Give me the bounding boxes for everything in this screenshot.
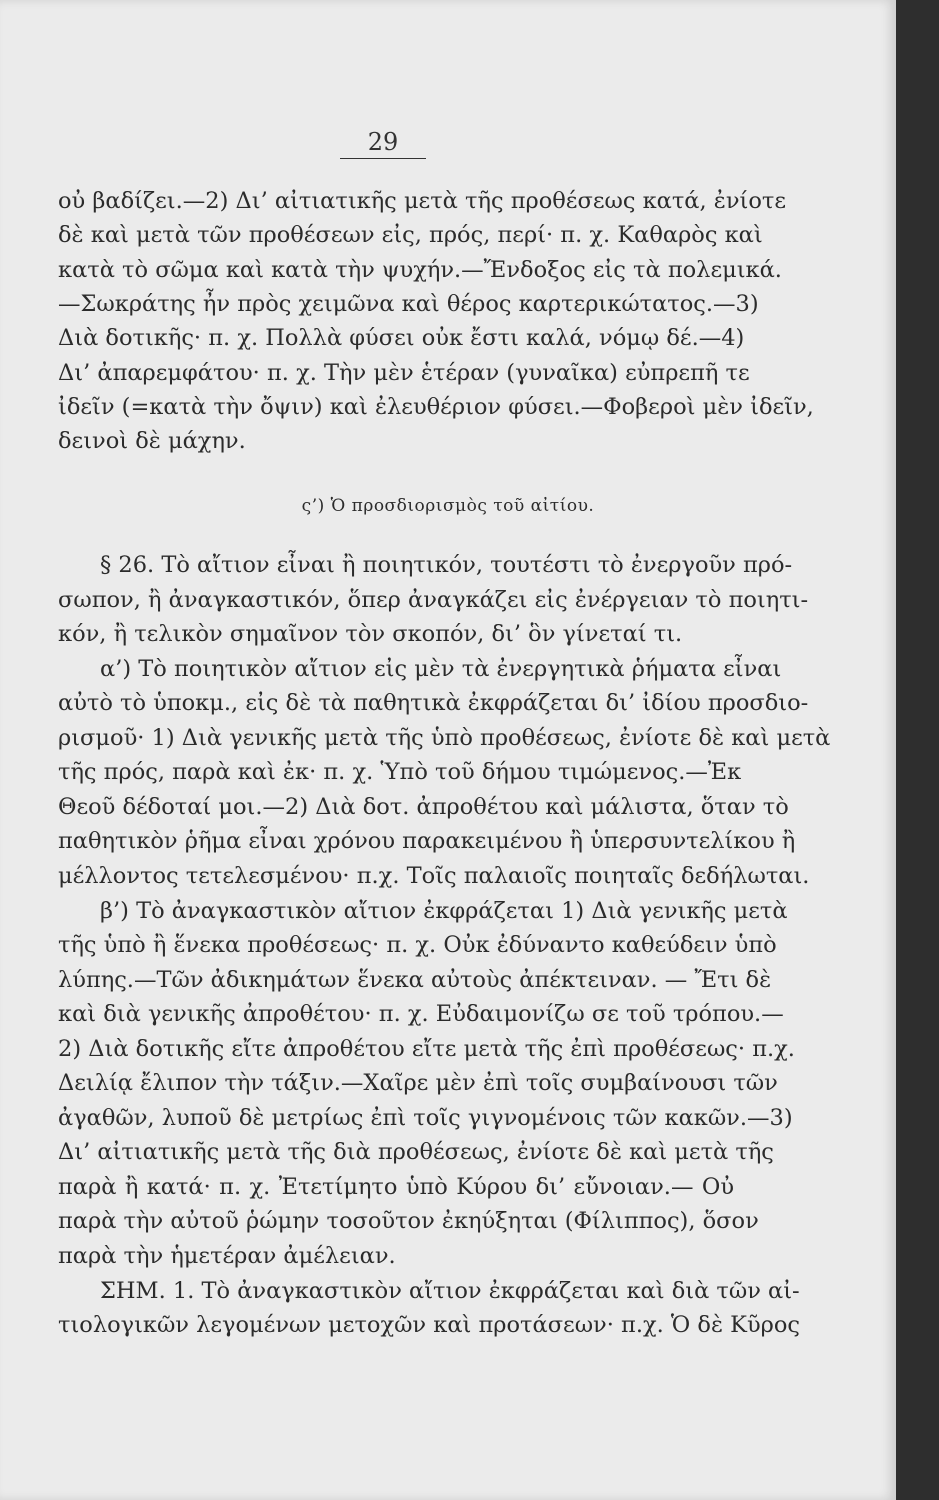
text-line: α’) Τὸ ποιητικὸν αἴτιον εἰς μὲν τὰ ἐνεργητικὰ ῥήματα εἶναι bbox=[100, 655, 782, 682]
text-line: παρὰ ἢ κατά· π. χ. Ἐτετίμητο ὑπὸ Κύρου δι’ εὔνοιαν.— Οὐ bbox=[58, 1173, 734, 1200]
text-line: Διὰ δοτικῆς· π. χ. Πολλὰ φύσει οὐκ ἔστι καλά, νόμῳ δέ.—4) bbox=[58, 325, 745, 352]
text-line: τῆς ὑπὸ ἢ ἕνεκα προθέσεως· π. χ. Οὐκ ἐδύναντο καθεύδειν ὑπὸ bbox=[58, 932, 777, 959]
text-line: παρὰ τὴν ἡμετέραν ἀμέλειαν. bbox=[58, 1243, 396, 1269]
section-heading: ς’) Ὁ προσδιορισμὸς τοῦ αἰτίου. bbox=[301, 496, 595, 516]
text-line: οὐ βαδίζει.—2) Δι’ αἰτιατικῆς μετὰ τῆς προθέσεως κατά, ἐνίοτε bbox=[58, 188, 786, 214]
text-line: παθητικὸν ῥῆμα εἶναι χρόνου παρακειμένου ἢ ὑπερσυντελίκου ἢ bbox=[58, 828, 796, 855]
text-line: καὶ διὰ γενικῆς ἀπροθέτου· π. χ. Εὐδαιμονίζω σε τοῦ τρόπου.— bbox=[58, 1001, 784, 1028]
text-line: 2) Διὰ δοτικῆς εἴτε ἀπροθέτου εἴτε μετὰ τῆς ἐπὶ προθέσεως· π.χ. bbox=[58, 1035, 795, 1062]
text-line: Δειλίᾳ ἔλιπον τὴν τάξιν.—Χαῖρε μὲν ἐπὶ τοῖς συμβαίνουσι τῶν bbox=[58, 1070, 778, 1097]
text-line: —Σωκράτης ἦν πρὸς χειμῶνα καὶ θέρος καρτερικώτατος.—3) bbox=[58, 290, 759, 317]
text-line: Δι’ ἀπαρεμφάτου· π. χ. Τὴν μὲν ἑτέραν (γυναῖκα) εὐπρεπῆ τε bbox=[58, 359, 750, 386]
text-line: ΣΗΜ. 1. Τὸ ἀναγκαστικὸν αἴτιον ἐκφράζεται καὶ διὰ τῶν αἰ- bbox=[100, 1277, 800, 1304]
text-line: Θεοῦ δέδοταί μοι.—2) Διὰ δοτ. ἀπροθέτου καὶ μάλιστα, ὅταν τὸ bbox=[58, 793, 789, 820]
text-line: λύπης.—Τῶν ἀδικημάτων ἕνεκα αὐτοὺς ἀπέκτειναν. — Ἔτι δὲ bbox=[58, 966, 772, 993]
text-line: κατὰ τὸ σῶμα καὶ κατὰ τὴν ψυχήν.—Ἔνδοξος εἰς τὰ πολεμικά. bbox=[58, 256, 782, 283]
page-number: 29 bbox=[340, 128, 426, 159]
text-line: ἰδεῖν (=κατὰ τὴν ὄψιν) καὶ ἐλευθέριον φύσει.—Φοβεροὶ μὲν ἰδεῖν, bbox=[58, 393, 814, 420]
text-line: τῆς πρός, παρὰ καὶ ἐκ· π. χ. Ὑπὸ τοῦ δήμου τιμώμενος.—Ἐκ bbox=[58, 759, 742, 786]
text-line: αὐτὸ τὸ ὑποκμ., εἰς δὲ τὰ παθητικὰ ἐκφράζεται δι’ ἰδίου προσδιο- bbox=[58, 690, 809, 717]
text-line: β’) Τὸ ἀναγκαστικὸν αἴτιον ἐκφράζεται 1) Διὰ γενικῆς μετὰ bbox=[100, 897, 788, 924]
text-line: § 26. Τὸ αἴτιον εἶναι ἢ ποιητικόν, τουτέστι τὸ ἐνεργοῦν πρό- bbox=[100, 552, 793, 578]
text-line: παρὰ τὴν αὐτοῦ ῥώμην τοσοῦτον ἐκηύξηται (Φίλιππος), ὅσον bbox=[58, 1208, 759, 1235]
text-line: σωπον, ἢ ἀναγκαστικόν, ὅπερ ἀναγκάζει εἰς ἐνέργειαν τὸ ποιητι- bbox=[58, 586, 809, 613]
text-line: κόν, ἢ τελικὸν σημαῖνον τὸν σκοπόν, δι’ ὃν γίνεταί τι. bbox=[58, 621, 683, 648]
text-line: τιολογικῶν λεγομένων μετοχῶν καὶ προτάσεων· π.χ. Ὁ δὲ Κῦρος bbox=[58, 1312, 801, 1339]
text-line: μέλλοντος τετελεσμένου· π.χ. Τοῖς παλαιοῖς ποιηταῖς δεδήλωται. bbox=[58, 862, 810, 889]
text-line: δὲ καὶ μετὰ τῶν προθέσεων εἰς, πρός, περί· π. χ. Καθαρὸς καὶ bbox=[58, 222, 763, 249]
text-line: δεινοὶ δὲ μάχην. bbox=[58, 428, 246, 455]
text-line: ρισμοῦ· 1) Διὰ γενικῆς μετὰ τῆς ὑπὸ προθέσεως, ἐνίοτε δὲ καὶ μετὰ bbox=[58, 724, 831, 751]
text-line: ἀγαθῶν, λυποῦ δὲ μετρίως ἐπὶ τοῖς γιγνομένοις τῶν κακῶν.—3) bbox=[58, 1104, 793, 1131]
text-line: Δι’ αἰτιατικῆς μετὰ τῆς διὰ προθέσεως, ἐνίοτε δὲ καὶ μετὰ τῆς bbox=[58, 1139, 774, 1166]
